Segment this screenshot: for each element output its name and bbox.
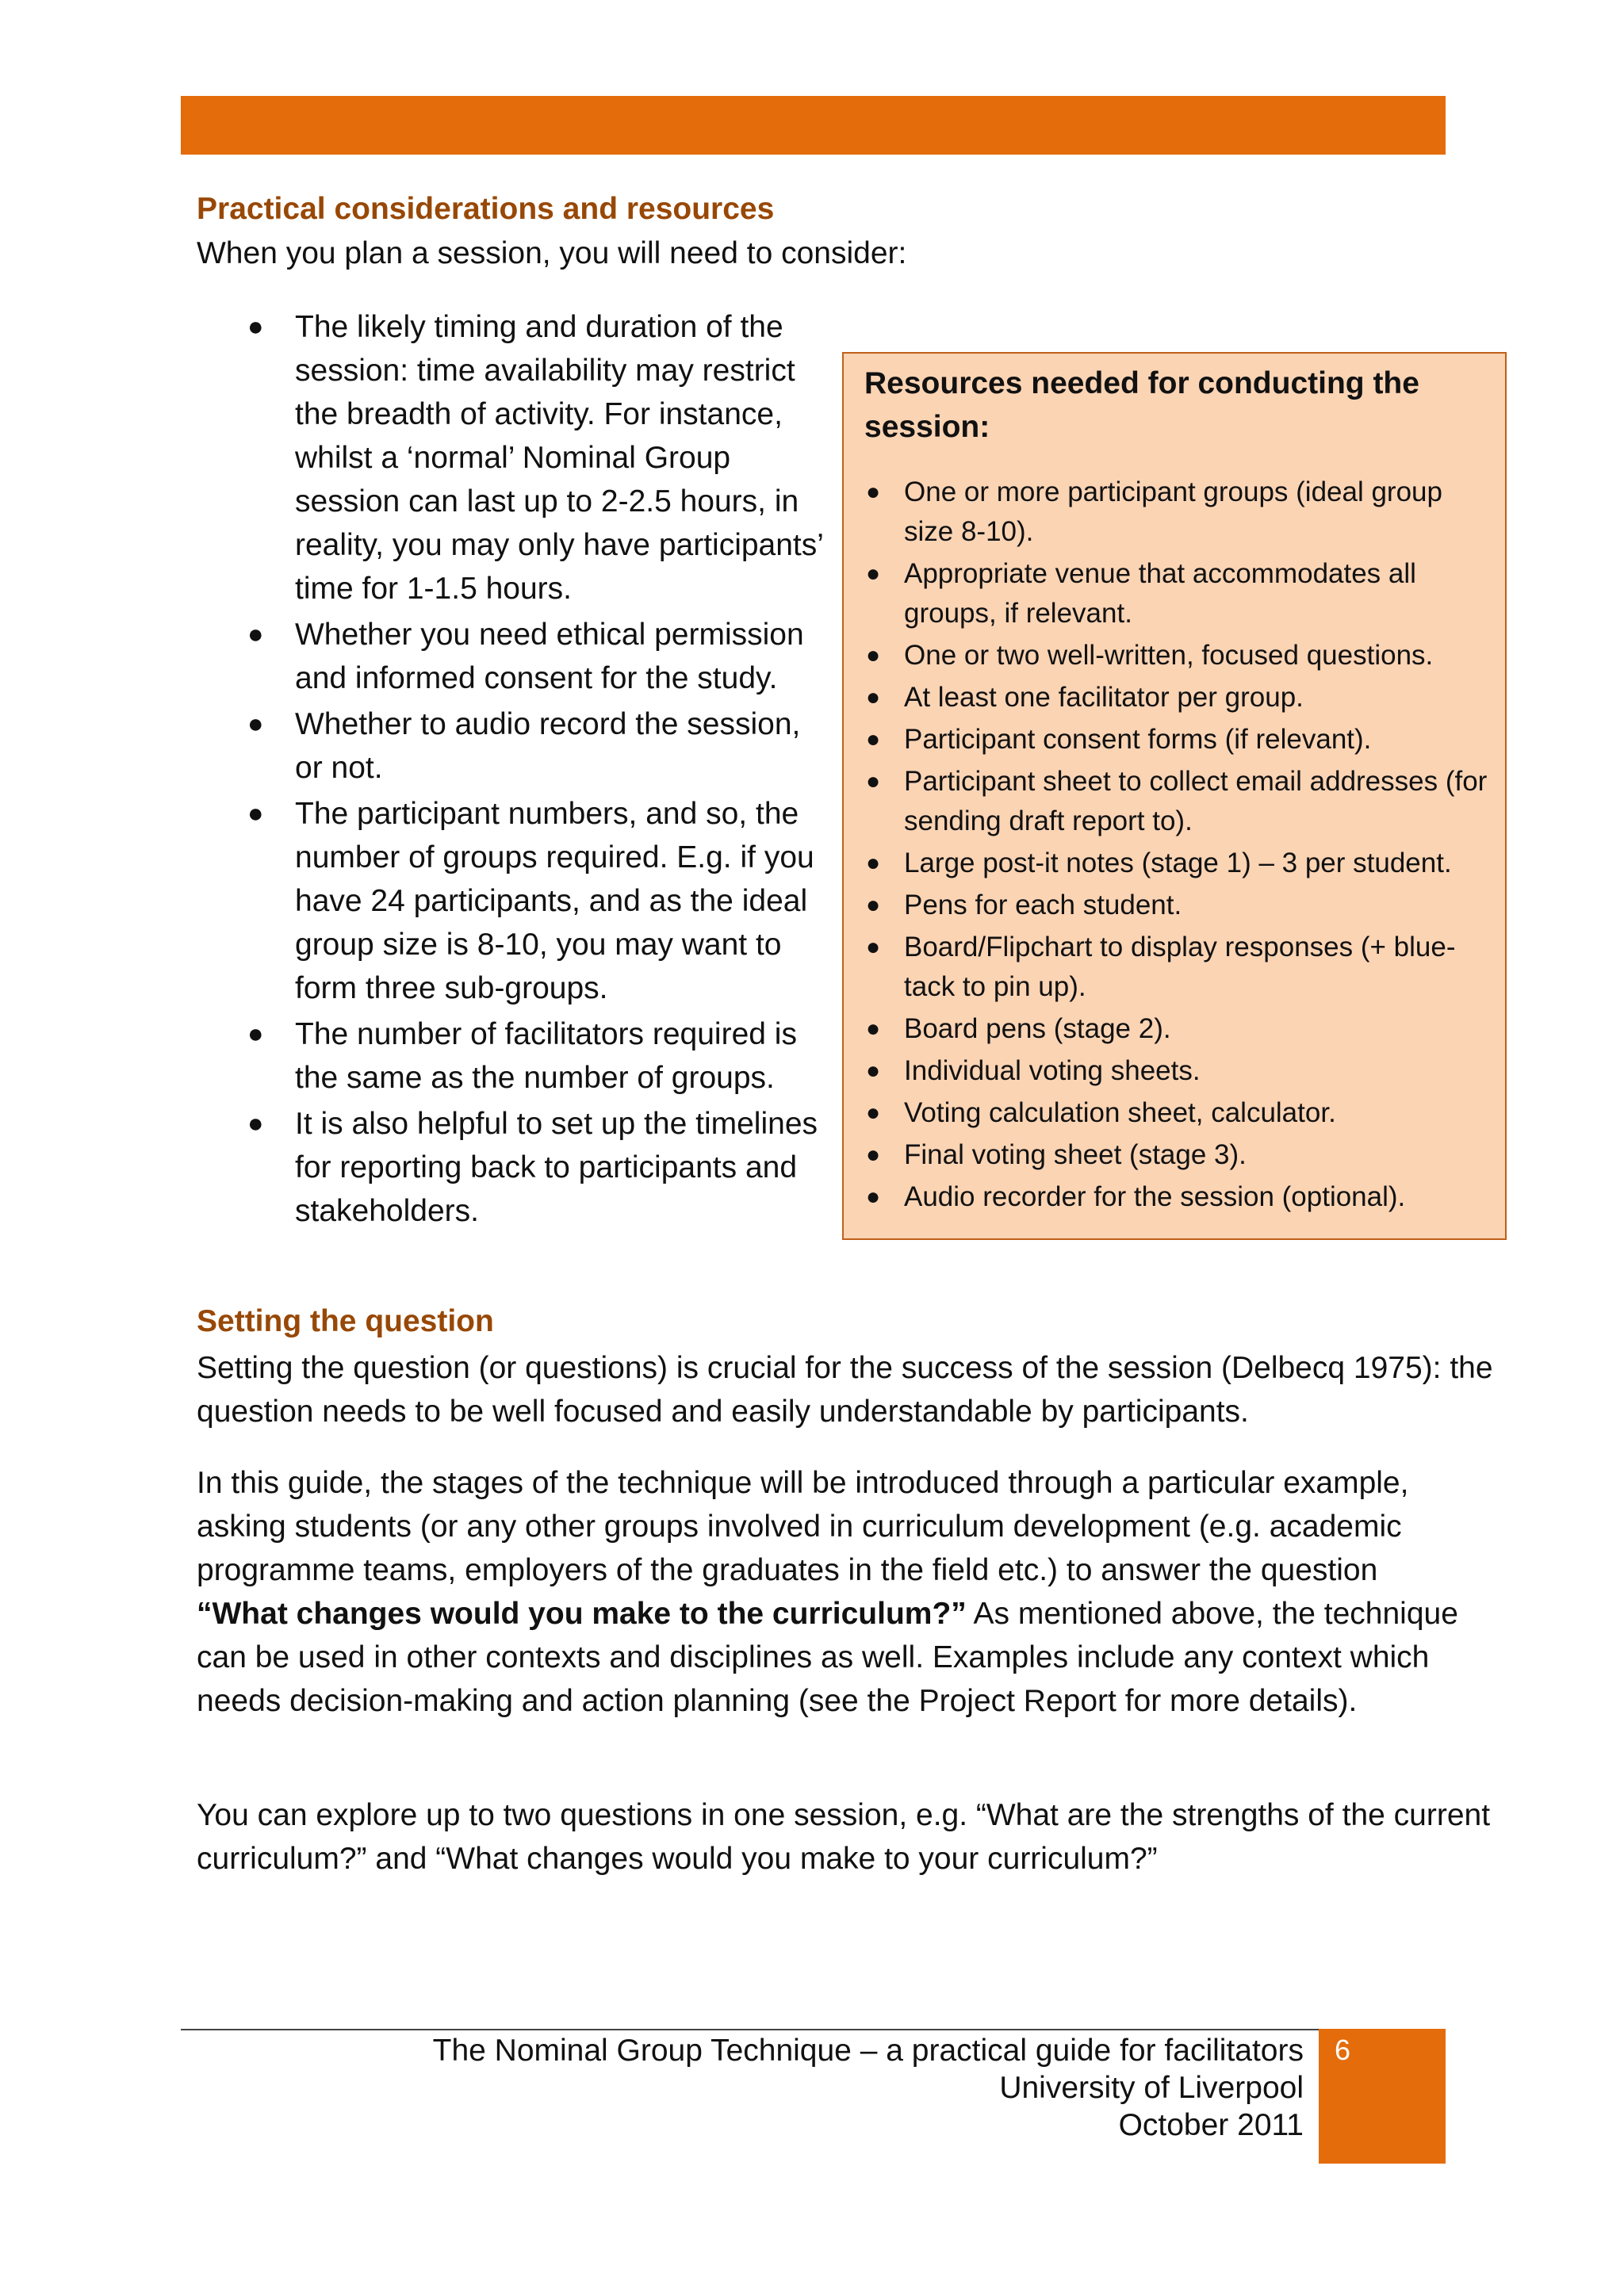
- section-heading-practical: Practical considerations and resources: [197, 192, 775, 226]
- list-item: ● Pens for each student.: [864, 886, 1499, 925]
- list-item: ● One or two well-written, focused questions.: [864, 636, 1499, 675]
- bullet-icon: ●: [866, 1100, 881, 1126]
- page-number-box: [1319, 2029, 1446, 2164]
- list-item: ● Whether you need ethical permission and informed consent for the study.: [238, 613, 825, 700]
- setting-paragraph-3: You can explore up to two questions in one session, e.g. “What are the strengths of the current curriculum?” and “What changes would you make to your curriculum?”: [197, 1798, 1491, 1876]
- bullet-icon: ●: [247, 798, 264, 828]
- list-item: ● It is also helpful to set up the timelines for reporting back to participants and stakeholders.: [238, 1102, 825, 1233]
- resources-list: [864, 473, 1499, 1219]
- bullet-icon: ●: [866, 934, 881, 960]
- bullet-icon: ●: [866, 479, 881, 505]
- list-item: ● Final voting sheet (stage 3).: [864, 1135, 1499, 1175]
- bullet-icon: ●: [866, 1016, 881, 1042]
- footer-title: The Nominal Group Technique – a practical guide for facilitators: [432, 2034, 1304, 2068]
- list-item: ● Audio recorder for the session (optional).: [864, 1177, 1499, 1217]
- header-accent-bar: [181, 96, 1446, 155]
- list-item: ● Large post-it notes (stage 1) – 3 per student.: [864, 844, 1499, 883]
- bullet-icon: ●: [247, 709, 264, 739]
- list-item: ● At least one facilitator per group.: [864, 678, 1499, 718]
- list-item: ● Whether to audio record the session, or not.: [238, 702, 825, 790]
- setting-paragraph-1: Setting the question (or questions) is crucial for the success of the session (Delbecq 1975): the question needs to be well focused and easily understandable by participants.: [197, 1351, 1493, 1429]
- list-item: ● Voting calculation sheet, calculator.: [864, 1093, 1499, 1133]
- bullet-icon: ●: [866, 768, 881, 794]
- list-item: ● Board pens (stage 2).: [864, 1009, 1499, 1049]
- list-item: ● Participant sheet to collect email addresses (for sending draft report to).: [864, 762, 1499, 841]
- list-item: ● Board/Flipchart to display responses (+ blue-tack to pin up).: [864, 928, 1499, 1007]
- footer-institution: University of Liverpool: [999, 2071, 1304, 2105]
- bullet-icon: ●: [866, 1184, 881, 1210]
- bullet-icon: ●: [866, 850, 881, 876]
- list-item: ● One or more participant groups (ideal group size 8-10).: [864, 473, 1499, 552]
- list-item: ● The participant numbers, and so, the number of groups required. E.g. if you have 24 participants, and as the ideal group size is 8-10, you may want to form three sub-groups.: [238, 792, 825, 1010]
- bullet-icon: ●: [247, 619, 264, 649]
- bullet-icon: ●: [247, 1108, 264, 1138]
- page-number: 6: [1335, 2034, 1351, 2066]
- resources-box: [842, 352, 1507, 1240]
- considerations-list: [238, 305, 825, 1235]
- footer-text: [433, 2032, 1304, 2144]
- bullet-icon: ●: [866, 892, 881, 918]
- bullet-icon: ●: [866, 1142, 881, 1168]
- resources-title: Resources needed for conducting the session:: [864, 366, 1419, 444]
- bullet-icon: ●: [247, 312, 264, 342]
- list-item: ● Appropriate venue that accommodates all groups, if relevant.: [864, 554, 1499, 633]
- example-question: “What changes would you make to the curriculum?”: [197, 1597, 967, 1631]
- list-item: ● The likely timing and duration of the session: time availability may restrict the breadth of activity. For instance, whilst a ‘normal’ Nominal Group session can last up to 2-2.5 hours, in reality, you may only have participants’ time for 1-1.5 hours.: [238, 305, 825, 610]
- bullet-icon: ●: [866, 726, 881, 752]
- list-item: ● The number of facilitators required is the same as the number of groups.: [238, 1012, 825, 1100]
- section-heading-setting: Setting the question: [197, 1304, 494, 1338]
- practical-intro: When you plan a session, you will need to consider:: [197, 236, 907, 270]
- footer-date: October 2011: [1118, 2108, 1304, 2142]
- list-item: ● Individual voting sheets.: [864, 1051, 1499, 1091]
- setting-paragraph-2: In this guide, the stages of the technique will be introduced through a particular example, asking students (or any other groups involved in curriculum development (e.g. academic programme teams, employers of the graduates in the field etc.) to answer the question “What changes would you make to the curriculum?” As mentioned above, the technique can be used in other contexts and disciplines as well. Examples include any context which needs decision-making and action planning (see the Project Report for more details).: [197, 1466, 1458, 1718]
- bullet-icon: ●: [247, 1019, 264, 1049]
- bullet-icon: ●: [866, 642, 881, 668]
- bullet-icon: ●: [866, 561, 881, 587]
- list-item: ● Participant consent forms (if relevant).: [864, 720, 1499, 760]
- bullet-icon: ●: [866, 684, 881, 710]
- footer-divider: [181, 2029, 1319, 2030]
- bullet-icon: ●: [866, 1058, 881, 1084]
